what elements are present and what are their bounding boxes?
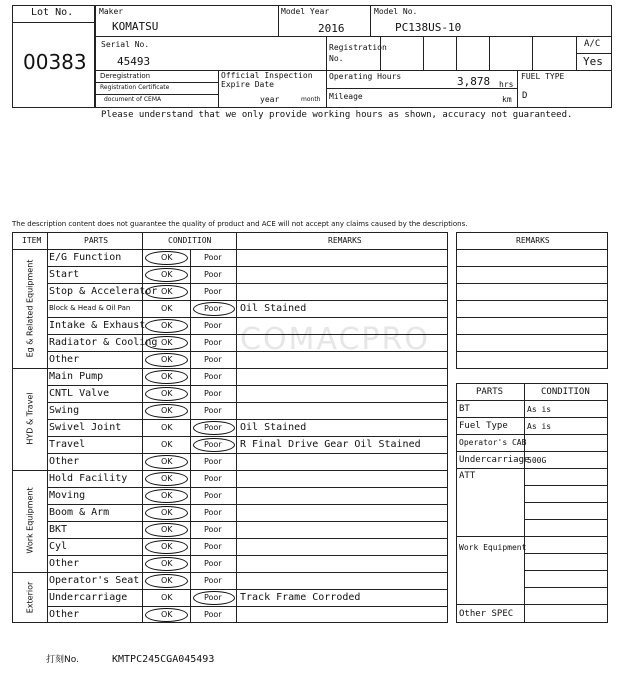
remark-text: Oil Stained: [240, 421, 307, 433]
part-label: Operator's Seat: [49, 574, 140, 586]
poor-option: Poor: [204, 252, 222, 262]
poor-option: Poor: [204, 337, 222, 347]
ok-circle-mark: [145, 489, 188, 503]
part-label: Other: [49, 353, 80, 365]
stamp-label: 打刻No.: [46, 655, 79, 665]
ok-option: OK: [161, 422, 173, 432]
group-label: Work Equipment: [25, 487, 34, 554]
poor-circle-mark: [193, 421, 235, 435]
poor-option: Poor: [204, 320, 222, 330]
disclaimer: Please understand that we only provide working hours as shown, accuracy not guaranteed.: [101, 110, 573, 120]
right-part-label: Operator's CAB: [459, 438, 527, 447]
poor-circle-mark: [193, 302, 235, 316]
poor-option: Poor: [204, 303, 222, 313]
ac-label: A/C: [584, 39, 601, 49]
ok-option: OK: [161, 303, 173, 313]
part-label: CNTL Valve: [49, 387, 110, 399]
right-parts-header: PARTS: [476, 387, 504, 397]
poor-option: Poor: [204, 541, 222, 551]
poor-option: Poor: [204, 422, 222, 432]
remark-text: Track Frame Corroded: [240, 591, 361, 603]
model-year-label: Model Year: [281, 7, 330, 16]
part-label: Boom & Arm: [49, 506, 110, 518]
ok-option: OK: [161, 524, 173, 534]
maker-label: Maker: [99, 7, 124, 16]
poor-option: Poor: [204, 456, 222, 466]
right-remarks-header: REMARKS: [516, 236, 550, 245]
inspection-expire-label: Expire Date: [221, 80, 274, 89]
ok-option: OK: [161, 575, 173, 585]
ok-circle-mark: [145, 523, 188, 537]
part-label: Swing: [49, 404, 80, 416]
poor-option: Poor: [204, 592, 222, 602]
col-condition-header: CONDITION: [168, 236, 212, 245]
mileage-unit: km: [502, 95, 512, 104]
right-condition-value: As is: [527, 405, 552, 414]
watermark: COMACPRO: [240, 322, 430, 357]
ok-option: OK: [161, 473, 173, 483]
ok-option: OK: [161, 592, 173, 602]
ok-option: OK: [161, 320, 173, 330]
serial-label: Serial No.: [101, 40, 150, 49]
part-label: BKT: [49, 523, 68, 535]
col-parts-header: PARTS: [84, 236, 109, 245]
ok-option: OK: [161, 490, 173, 500]
remark-text: R Final Drive Gear Oil Stained: [240, 438, 421, 450]
ok-option: OK: [161, 541, 173, 551]
ok-circle-mark: [145, 336, 188, 350]
ok-circle-mark: [145, 319, 188, 333]
part-label: Swivel Joint: [49, 421, 122, 433]
att-label: ATT: [459, 471, 476, 481]
description-note: The description content does not guarantee the quality of product and ACE will not accept any claims caused by the descriptions.: [12, 220, 468, 228]
poor-option: Poor: [204, 558, 222, 568]
stamp-value: KMTPC245CGA045493: [112, 654, 215, 665]
part-label: Other: [49, 455, 80, 467]
ok-circle-mark: [145, 540, 188, 554]
work-equipment-label: Work Equipment: [459, 543, 527, 552]
ok-circle-mark: [145, 370, 188, 384]
poor-circle-mark: [193, 438, 235, 452]
other-spec-label: Other SPEC: [459, 609, 514, 619]
right-condition-header: CONDITION: [541, 387, 590, 397]
dereg-certificate: Registration Certificate: [100, 84, 170, 91]
part-label: Other: [49, 608, 80, 620]
poor-option: Poor: [204, 473, 222, 483]
part-label: Block & Head & Oil Pan: [49, 303, 131, 312]
poor-option: Poor: [204, 490, 222, 500]
part-label: Cyl: [49, 540, 68, 552]
maker-value: KOMATSU: [112, 20, 159, 33]
ok-option: OK: [161, 269, 173, 279]
part-label: E/G Function: [49, 251, 122, 263]
serial-value: 45493: [117, 55, 151, 68]
ac-value: Yes: [583, 55, 603, 68]
ok-circle-mark: [145, 455, 188, 469]
ok-option: OK: [161, 388, 173, 398]
ok-circle-mark: [145, 472, 188, 486]
fuel-value: D: [522, 91, 528, 101]
poor-option: Poor: [204, 507, 222, 517]
part-label: Hold Facility: [49, 472, 128, 484]
inspection-month: month: [301, 96, 321, 103]
dereg-label: Deregistration: [100, 72, 151, 80]
hours-label: Operating Hours: [329, 72, 402, 81]
poor-option: Poor: [204, 371, 222, 381]
poor-circle-mark: [193, 591, 235, 605]
ok-option: OK: [161, 456, 173, 466]
ok-circle-mark: [145, 285, 188, 299]
inspection-year: year: [260, 95, 280, 104]
poor-option: Poor: [204, 354, 222, 364]
ok-circle-mark: [145, 387, 188, 401]
part-label: Start: [49, 268, 80, 280]
poor-option: Poor: [204, 524, 222, 534]
col-remarks-header: REMARKS: [328, 236, 362, 245]
part-label: Main Pump: [49, 370, 104, 382]
ok-circle-mark: [145, 251, 188, 265]
model-no-label: Model No.: [374, 7, 418, 16]
ok-option: OK: [161, 337, 173, 347]
right-part-label: Fuel Type: [459, 421, 508, 431]
group-label: HYD & Travel: [25, 392, 34, 445]
ok-option: OK: [161, 405, 173, 415]
poor-option: Poor: [204, 388, 222, 398]
ok-option: OK: [161, 252, 173, 262]
part-label: Moving: [49, 489, 86, 501]
ok-circle-mark: [145, 353, 188, 367]
poor-option: Poor: [204, 286, 222, 296]
lot-number: 00383: [23, 50, 87, 74]
dereg-document: document of CEMA: [104, 96, 162, 103]
registration-label: Registration No.: [329, 43, 387, 63]
group-label: Eg & Related Equipment: [25, 259, 34, 357]
poor-option: Poor: [204, 439, 222, 449]
part-label: Stop & Accelerator: [49, 285, 158, 297]
remark-text: Oil Stained: [240, 302, 307, 314]
lot-label: Lot No.: [31, 7, 74, 18]
ok-circle-mark: [145, 608, 188, 622]
hours-unit: hrs: [499, 80, 514, 89]
ok-option: OK: [161, 286, 173, 296]
group-label: Exterior: [25, 581, 34, 613]
mileage-label: Mileage: [329, 92, 363, 101]
ok-option: OK: [161, 507, 173, 517]
ok-circle-mark: [145, 506, 188, 520]
right-condition-value: 500G: [527, 456, 547, 465]
poor-option: Poor: [204, 575, 222, 585]
fuel-label: FUEL TYPE: [521, 72, 565, 81]
right-part-label: Undercarriage: [459, 455, 530, 465]
part-label: Other: [49, 557, 80, 569]
part-label: Radiator & Cooling: [49, 336, 158, 348]
poor-option: Poor: [204, 609, 222, 619]
ok-option: OK: [161, 558, 173, 568]
ok-option: OK: [161, 609, 173, 619]
part-label: Undercarriage: [49, 591, 128, 603]
hours-value: 3,878: [457, 75, 491, 88]
model-no-value: PC138US-10: [395, 21, 462, 34]
ok-circle-mark: [145, 268, 188, 282]
ok-option: OK: [161, 439, 173, 449]
right-condition-value: As is: [527, 422, 552, 431]
right-part-label: BT: [459, 404, 470, 414]
ok-circle-mark: [145, 574, 188, 588]
ok-circle-mark: [145, 404, 188, 418]
inspection-label: Official Inspection: [221, 71, 313, 80]
part-label: Travel: [49, 438, 86, 450]
poor-option: Poor: [204, 405, 222, 415]
ok-circle-mark: [145, 557, 188, 571]
ok-option: OK: [161, 371, 173, 381]
poor-option: Poor: [204, 269, 222, 279]
model-year-value: 2016: [318, 22, 345, 35]
col-item-header: ITEM: [22, 236, 42, 245]
ok-option: OK: [161, 354, 173, 364]
part-label: Intake & Exhaust: [49, 319, 146, 331]
